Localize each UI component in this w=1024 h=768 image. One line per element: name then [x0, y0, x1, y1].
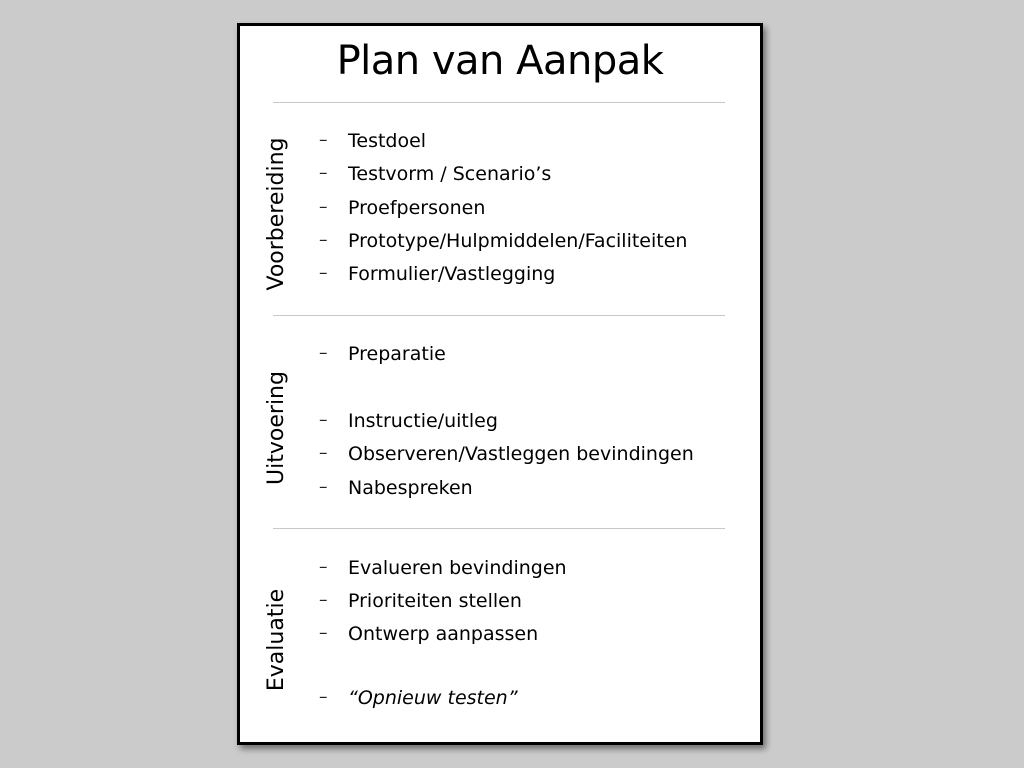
list-item-text: Prioriteiten stellen [348, 590, 522, 612]
list-item-text: “Opnieuw testen” [348, 687, 518, 709]
dash-icon: – [319, 623, 328, 643]
list-item [240, 410, 740, 440]
list-item [240, 197, 740, 227]
list-item-text: Testdoel [348, 130, 427, 152]
section-label-evaluatie: Evaluatie [264, 588, 289, 692]
dash-icon: – [319, 443, 328, 463]
list-item-text: Prototype/Hulpmiddelen/Faciliteiten [348, 230, 688, 252]
divider [273, 528, 725, 529]
dash-icon: – [319, 163, 328, 183]
list-item-text: Nabespreken [348, 477, 473, 499]
list-item-text: Instructie/uitleg [348, 410, 498, 432]
dash-icon: – [319, 687, 328, 707]
list-item [240, 687, 740, 717]
dash-icon: – [319, 343, 328, 363]
list-item [240, 477, 740, 507]
list-item-text: Evalueren bevindingen [348, 557, 567, 579]
list-item [240, 263, 740, 293]
section-label-uitvoering: Uitvoering [264, 371, 289, 485]
divider [273, 315, 725, 316]
list-item [240, 163, 740, 193]
list-item [240, 130, 740, 160]
dash-icon: – [319, 557, 328, 577]
dash-icon: – [319, 590, 328, 610]
list-item [240, 343, 740, 373]
list-item [240, 623, 740, 653]
list-item [240, 590, 740, 620]
dash-icon: – [319, 477, 328, 497]
section-label-voorbereiding: Voorbereiding [264, 137, 289, 291]
dash-icon: – [319, 410, 328, 430]
list-item-text: Testvorm / Scenario’s [348, 163, 552, 185]
page-title: Plan van Aanpak [336, 38, 664, 84]
list-item-text: Observeren/Vastleggen bevindingen [348, 443, 694, 465]
list-item [240, 557, 740, 587]
list-item [240, 230, 740, 260]
list-item-text: Ontwerp aanpassen [348, 623, 539, 645]
dash-icon: – [319, 197, 328, 217]
list-item-text: Formulier/Vastlegging [348, 263, 556, 285]
dash-icon: – [319, 130, 328, 150]
list-item [240, 443, 740, 473]
dash-icon: – [319, 263, 328, 283]
divider [273, 102, 725, 103]
list-item-text: Preparatie [348, 343, 446, 365]
list-item-text: Proefpersonen [348, 197, 486, 219]
dash-icon: – [319, 230, 328, 250]
slide-card [237, 23, 763, 745]
